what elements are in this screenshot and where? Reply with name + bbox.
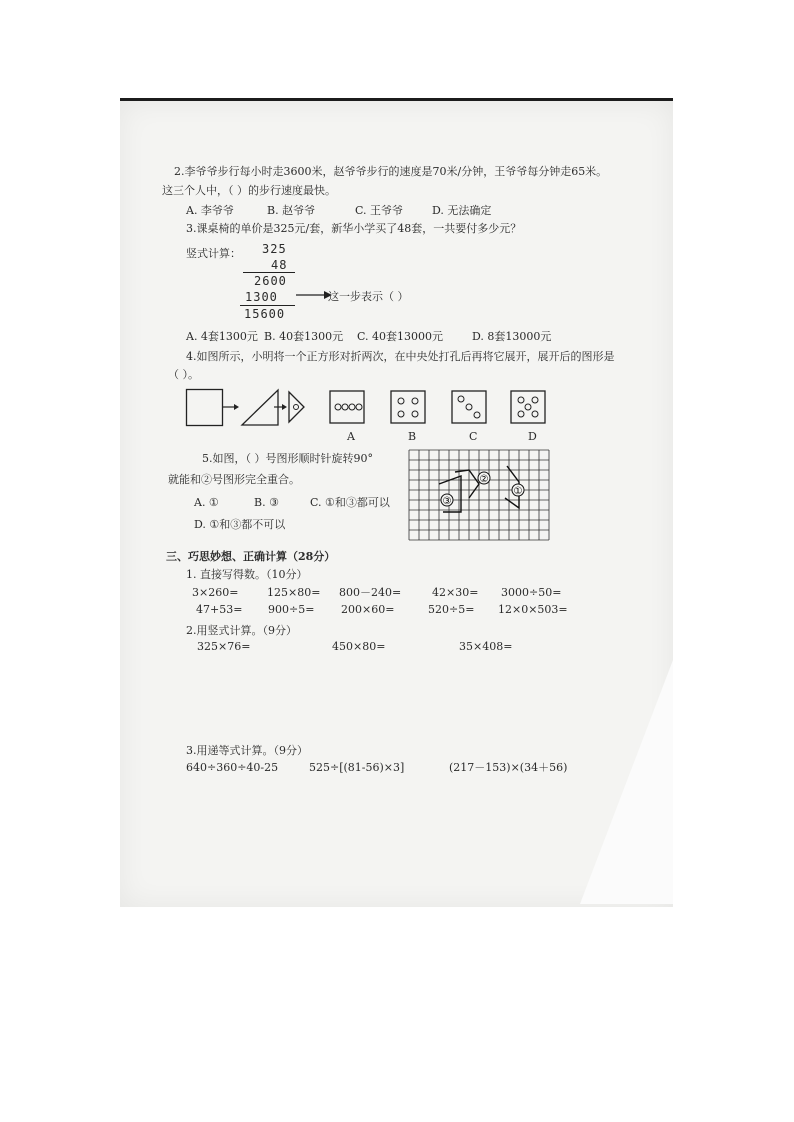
vertical-calc-item: 450×80= [332,640,386,653]
q3-option-b: B. 40套1300元 [264,330,344,343]
q4-letter-b: B [408,430,417,443]
q3-label: 竖式计算： [186,247,241,260]
q2-option-d: D. 无法确定 [432,204,492,217]
q3-option-c: C. 40套13000元 [357,330,444,343]
arrow-icon [223,404,239,410]
q2-line2: 这三个人中，（ ）的步行速度最快。 [162,184,336,197]
q5-option-d: D. ①和③都不可以 [194,518,286,531]
q5-line2: 就能和②号图形完全重合。 [168,473,300,486]
section-3-title: 三、巧思妙想、正确计算（28分） [166,550,336,563]
calc-partial-1: 2600 [254,274,287,288]
option-b-figure [391,391,425,423]
q5-option-a: A. ① [194,496,219,509]
part-3-title: 3.用递等式计算。（9分） [186,744,308,757]
part-2-title: 2.用竖式计算。（9分） [186,624,297,637]
calc-item: 3000÷50= [501,586,562,599]
q2-option-c: C. 王爷爷 [355,204,404,217]
q5-line1: 5.如图，（ ）号图形顺时针旋转90° [202,452,373,465]
stepwise-calc-item: (217－153)×(34＋56) [449,761,568,774]
punched-hole-icon [294,405,299,410]
folding-figures [186,389,556,439]
q5-option-c: C. ①和③都可以 [310,496,390,509]
vertical-calc-item: 325×76= [197,640,251,653]
grid-lines [409,450,549,540]
rotation-grid [409,450,549,540]
calc-item: 800－240= [339,586,402,599]
calc-multiplicand: 325 [262,242,287,256]
calc-item: 200×60= [341,603,395,616]
q3-arrow-note: 这一步表示（ ） [328,290,409,303]
q4-letter-d: D [528,430,537,443]
stepwise-calc-item: 640÷360÷40-25 [186,761,279,774]
option-d-figure [511,391,545,423]
grid-label-3: ③ [442,496,452,507]
calc-partial-2: 1300 [245,290,278,304]
calc-item: 47+53= [196,603,243,616]
calc-item: 3×260= [192,586,239,599]
calc-multiplier: 48 [271,258,288,272]
paper-fold-corner [580,660,673,904]
q3-line1: 3.课桌椅的单价是325元/套，新华小学买了48套，一共要付多少元？ [186,222,522,235]
calc-product: 15600 [244,307,286,321]
folded-triangle-figure [242,390,278,425]
q4-letter-c: C [469,430,478,443]
calc-line-1 [243,272,295,273]
square-figure [187,390,223,426]
part-1-title: 1. 直接写得数。（10分） [186,568,308,581]
grid-label-1: ① [513,486,523,497]
q3-option-d: D. 8套13000元 [472,330,552,343]
option-a-figure [330,391,364,423]
calc-line-2 [240,305,295,306]
q2-option-a: A. 李爷爷 [186,204,234,217]
grid-label-2: ② [479,474,489,485]
q4-line1: 4.如图所示，小明将一个正方形对折两次，在中央处打孔后再将它展开，展开后的图形是 [186,350,615,363]
q5-option-b: B. ③ [254,496,279,509]
arrow-icon [274,404,287,410]
calc-item: 900÷5= [268,603,315,616]
q2-option-b: B. 赵爷爷 [267,204,316,217]
calc-item: 42×30= [432,586,479,599]
q4-letter-a: A [347,430,355,443]
q4-line2: （ ）。 [168,368,199,381]
option-c-figure [452,391,486,423]
stepwise-calc-item: 525÷[(81-56)×3] [309,761,405,774]
vertical-calc-item: 35×408= [459,640,513,653]
folded-small-triangle-figure [289,392,304,422]
calc-item: 12×0×503= [498,603,568,616]
calc-item: 520÷5= [428,603,475,616]
q2-line1: 2.李爷爷步行每小时走3600米，赵爷爷步行的速度是70米/分钟，王爷爷每分钟走65米。 [174,165,608,178]
calc-item: 125×80= [267,586,321,599]
q3-option-a: A. 4套1300元 [186,330,258,343]
